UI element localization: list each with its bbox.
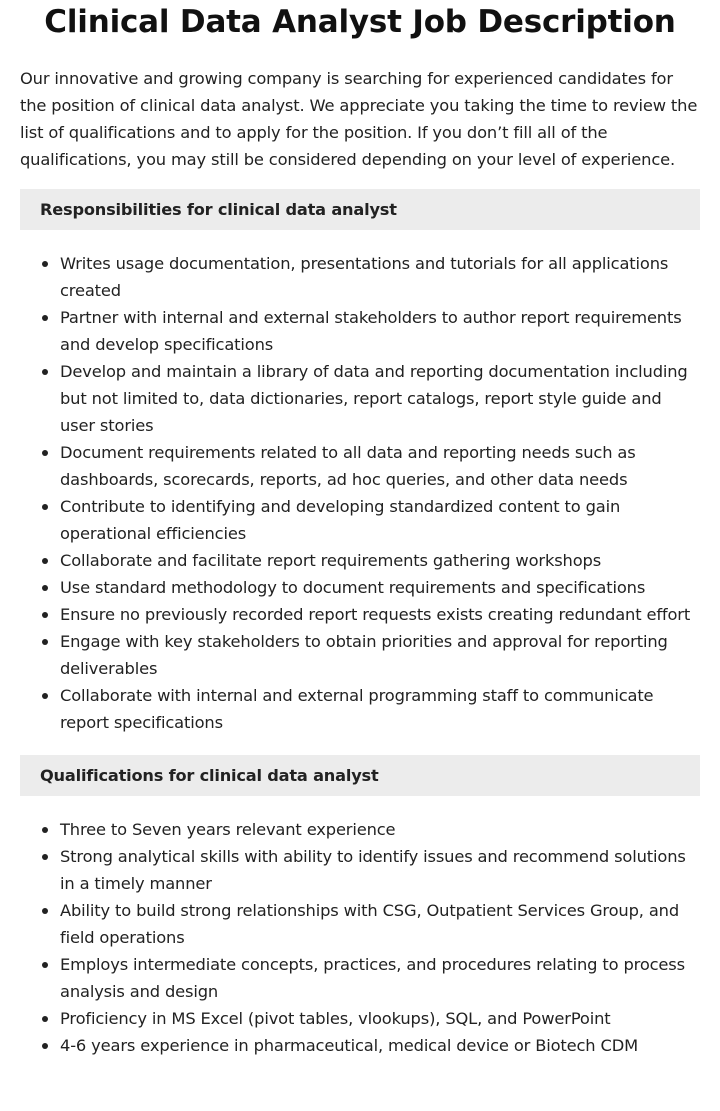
list-item: Three to Seven years relevant experience xyxy=(60,816,700,843)
list-item: Collaborate and facilitate report requirements gathering workshops xyxy=(60,547,700,574)
list-item: Employs intermediate concepts, practices, and procedures relating to process analysis and design xyxy=(60,951,700,1005)
list-item: Use standard methodology to document requirements and specifications xyxy=(60,574,700,601)
intro-paragraph: Our innovative and growing company is searching for experienced candidates for the position of clinical data analyst. We appreciate you taking the time to review the list of qualifications and to apply for the position. If you don’t fill all of the qualifications, you may still be considered depending on your level of experience. xyxy=(20,69,698,169)
qualifications-list xyxy=(20,816,700,1059)
list-item: Partner with internal and external stakeholders to author report requirements and develop specifications xyxy=(60,304,700,358)
qualifications-heading: Qualifications for clinical data analyst xyxy=(20,755,700,796)
list-item: 4-6 years experience in pharmaceutical, medical device or Biotech CDM xyxy=(60,1032,700,1059)
list-item: Strong analytical skills with ability to identify issues and recommend solutions in a timely manner xyxy=(60,843,700,897)
list-item: Writes usage documentation, presentations and tutorials for all applications created xyxy=(60,250,700,304)
list-item: Develop and maintain a library of data and reporting documentation including but not limited to, data dictionaries, report catalogs, report style guide and user stories xyxy=(60,358,700,439)
list-item: Document requirements related to all data and reporting needs such as dashboards, scorecards, reports, ad hoc queries, and other data needs xyxy=(60,439,700,493)
list-item: Ensure no previously recorded report requests exists creating redundant effort xyxy=(60,601,700,628)
page-title: Clinical Data Analyst Job Description xyxy=(44,4,676,40)
list-item: Collaborate with internal and external programming staff to communicate report specifications xyxy=(60,682,700,736)
list-item: Engage with key stakeholders to obtain priorities and approval for reporting deliverables xyxy=(60,628,700,682)
list-item: Ability to build strong relationships with CSG, Outpatient Services Group, and field operations xyxy=(60,897,700,951)
responsibilities-heading: Responsibilities for clinical data analyst xyxy=(20,189,700,230)
list-item: Contribute to identifying and developing standardized content to gain operational efficiencies xyxy=(60,493,700,547)
responsibilities-list xyxy=(20,250,700,736)
list-item: Proficiency in MS Excel (pivot tables, vlookups), SQL, and PowerPoint xyxy=(60,1005,700,1032)
